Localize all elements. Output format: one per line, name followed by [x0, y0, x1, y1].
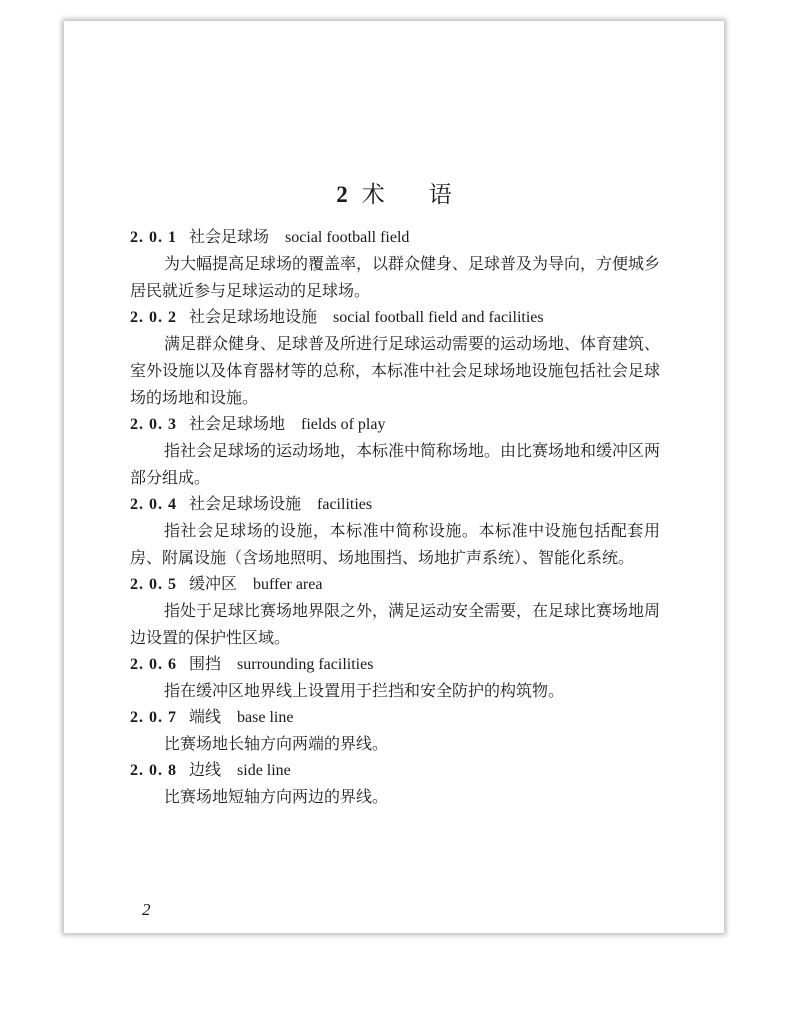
term-english: side line: [237, 762, 291, 779]
term-entry-2-0-5: [130, 571, 660, 651]
term-definition: 指处于足球比赛场地界限之外，满足运动安全需要，在足球比赛场地周边设置的保护性区域。: [130, 601, 661, 647]
term-english: facilities: [317, 496, 373, 513]
term-heading: [130, 491, 660, 517]
term-entry-2-0-2: [130, 304, 660, 411]
term-english: base line: [237, 709, 294, 726]
term-heading: [130, 571, 660, 597]
term-heading: [130, 304, 660, 330]
term-definition: 比赛场地长轴方向两端的界线。: [164, 734, 389, 753]
term-heading: [130, 224, 660, 250]
term-chinese: 社会足球场设施: [189, 494, 302, 513]
term-entry-2-0-7: [130, 704, 660, 757]
term-chinese: 围挡: [189, 654, 222, 673]
term-number: 2. 0. 5: [130, 576, 177, 593]
term-heading: [130, 411, 660, 437]
term-english: fields of play: [301, 416, 386, 433]
page-number: 2: [142, 900, 151, 919]
term-entry-2-0-3: [130, 411, 660, 491]
term-chinese: 端线: [189, 707, 222, 726]
chapter-title-char-1: 术: [361, 182, 385, 208]
term-number: 2. 0. 1: [130, 229, 177, 246]
term-definition: 为大幅提高足球场的覆盖率，以群众健身、足球普及为导向，方便城乡居民就近参与足球运动的足球场。: [130, 254, 661, 300]
term-heading: [130, 651, 660, 677]
term-definition: 指社会足球场的设施，本标准中简称设施。本标准中设施包括配套用房、附属设施（含场地照明、场地围挡、场地扩声系统）、智能化系统。: [130, 521, 660, 567]
terms-list: [130, 224, 660, 810]
term-entry-2-0-1: [130, 224, 660, 304]
term-english: buffer area: [253, 576, 323, 593]
term-heading: [130, 757, 660, 783]
term-definition: 指在缓冲区地界线上设置用于拦挡和安全防护的构筑物。: [164, 681, 565, 700]
term-number: 2. 0. 2: [130, 309, 177, 326]
term-number: 2. 0. 4: [130, 496, 177, 513]
term-english: surrounding facilities: [237, 656, 374, 673]
term-chinese: 社会足球场地: [189, 414, 286, 433]
term-number: 2. 0. 8: [130, 762, 177, 779]
term-definition: 指社会足球场的运动场地，本标准中简称场地。由比赛场地和缓冲区两部分组成。: [130, 441, 661, 487]
term-chinese: 社会足球场: [189, 227, 270, 246]
document-page: [64, 21, 724, 933]
term-chinese: 社会足球场地设施: [189, 307, 318, 326]
chapter-title-char-2: 语: [428, 182, 452, 208]
term-chinese: 缓冲区: [189, 574, 238, 593]
term-chinese: 边线: [189, 760, 222, 779]
term-heading: [130, 704, 660, 730]
term-entry-2-0-4: [130, 491, 660, 571]
term-number: 2. 0. 6: [130, 656, 177, 673]
term-english: social football field and facilities: [333, 309, 544, 326]
chapter-title: [64, 178, 724, 212]
chapter-number: 2: [336, 182, 348, 207]
term-entry-2-0-8: [130, 757, 660, 810]
term-english: social football field: [285, 229, 410, 246]
term-number: 2. 0. 7: [130, 709, 177, 726]
term-number: 2. 0. 3: [130, 416, 177, 433]
term-definition: 比赛场地短轴方向两边的界线。: [164, 787, 389, 806]
term-entry-2-0-6: [130, 651, 660, 704]
term-definition: 满足群众健身、足球普及所进行足球运动需要的运动场地、体育建筑、室外设施以及体育器材等的总称，本标准中社会足球场地设施包括社会足球场的场地和设施。: [130, 334, 661, 407]
